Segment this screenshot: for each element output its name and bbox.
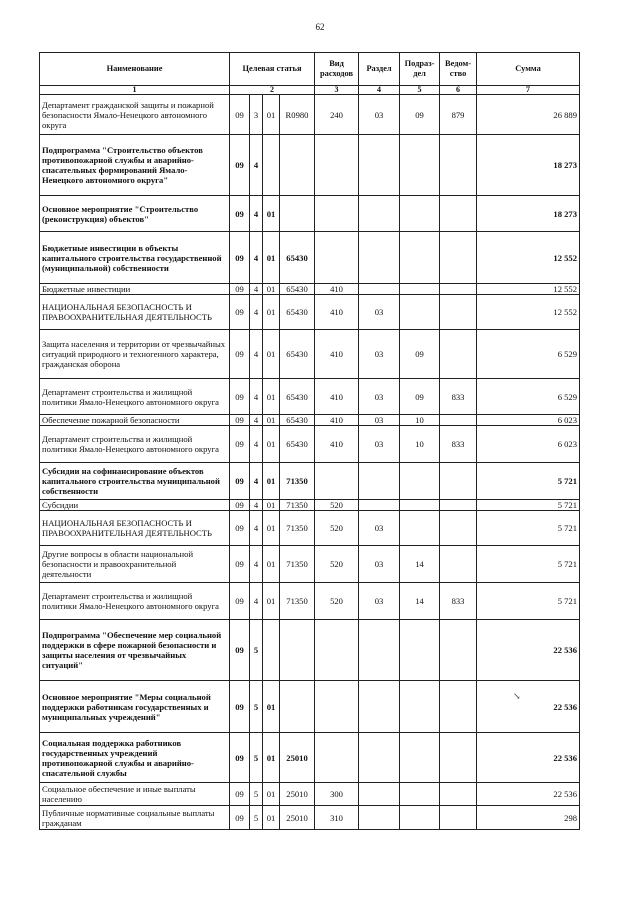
cell-direction: 65430 [280, 330, 315, 379]
cell-amount: 22 536 [477, 733, 580, 783]
cell-amount: 26 889 [477, 95, 580, 135]
cell-section [359, 500, 400, 511]
cell-amount: 22 536 [477, 681, 580, 733]
cell-section: 03 [359, 546, 400, 583]
cell-subsection: 14 [400, 546, 440, 583]
cell-activity: 01 [263, 415, 280, 426]
cell-expense-type: 410 [315, 330, 359, 379]
stray-mark: ↘ [513, 691, 521, 701]
cell-name: Обеспечение пожарной безопасности [40, 415, 230, 426]
cell-direction: 65430 [280, 415, 315, 426]
cell-activity: 01 [263, 95, 280, 135]
cell-direction: 25010 [280, 806, 315, 830]
cell-subsection [400, 620, 440, 681]
column-number-row [40, 86, 580, 95]
cell-subsection: 10 [400, 415, 440, 426]
cell-name: Департамент строительства и жилищной политики Ямало-Ненецкого автономного округа [40, 379, 230, 415]
cell-program: 09 [230, 330, 250, 379]
cell-subprogram: 4 [250, 135, 263, 196]
cell-amount: 298 [477, 806, 580, 830]
cell-expense-type: 410 [315, 295, 359, 330]
cell-subprogram: 3 [250, 95, 263, 135]
cell-direction: 71350 [280, 583, 315, 620]
cell-expense-type [315, 463, 359, 500]
cell-program: 09 [230, 783, 250, 806]
cell-activity: 01 [263, 733, 280, 783]
cell-section [359, 783, 400, 806]
cell-subsection [400, 295, 440, 330]
cell-expense-type: 240 [315, 95, 359, 135]
column-number: 2 [230, 86, 315, 95]
cell-department [440, 733, 477, 783]
cell-section [359, 284, 400, 295]
table-row [40, 426, 580, 463]
table-row [40, 135, 580, 196]
cell-subprogram: 4 [250, 284, 263, 295]
cell-direction: 65430 [280, 426, 315, 463]
cell-department: 833 [440, 426, 477, 463]
cell-name: Защита населения и территории от чрезвычайных ситуаций природного и техногенного характера, гражданская оборона [40, 330, 230, 379]
cell-name: Другие вопросы в области национальной безопасности и правоохранительной деятельности [40, 546, 230, 583]
table-row [40, 681, 580, 733]
header-section: Раздел [359, 53, 400, 86]
cell-subsection [400, 783, 440, 806]
cell-subprogram: 4 [250, 583, 263, 620]
cell-program: 09 [230, 379, 250, 415]
cell-expense-type: 300 [315, 783, 359, 806]
cell-name: Публичные нормативные социальные выплаты гражданам [40, 806, 230, 830]
cell-subsection [400, 232, 440, 284]
cell-subprogram: 5 [250, 783, 263, 806]
cell-activity: 01 [263, 284, 280, 295]
cell-subprogram: 5 [250, 733, 263, 783]
table-row [40, 232, 580, 284]
cell-activity [263, 135, 280, 196]
cell-activity: 01 [263, 500, 280, 511]
cell-name: Субсидии [40, 500, 230, 511]
cell-amount: 6 023 [477, 426, 580, 463]
cell-name: Социальная поддержка работников государственных учреждений противопожарной службы и аварийно-спасательной службы [40, 733, 230, 783]
column-number: 4 [359, 86, 400, 95]
cell-section [359, 135, 400, 196]
cell-activity: 01 [263, 583, 280, 620]
cell-subsection: 09 [400, 379, 440, 415]
cell-subsection: 14 [400, 583, 440, 620]
cell-amount: 5 721 [477, 583, 580, 620]
header-department: Ведом-ство [440, 53, 477, 86]
cell-expense-type [315, 681, 359, 733]
cell-direction [280, 681, 315, 733]
cell-expense-type: 520 [315, 583, 359, 620]
cell-section [359, 232, 400, 284]
cell-department [440, 330, 477, 379]
cell-direction: 71350 [280, 511, 315, 546]
cell-amount: 6 023 [477, 415, 580, 426]
cell-section: 03 [359, 95, 400, 135]
cell-program: 09 [230, 196, 250, 232]
cell-activity [263, 620, 280, 681]
cell-name: Бюджетные инвестиции в объекты капитального строительства государственной (муниципальной) собственности [40, 232, 230, 284]
cell-program: 09 [230, 426, 250, 463]
header-amount: Сумма [477, 53, 580, 86]
column-number: 6 [440, 86, 477, 95]
cell-department: 879 [440, 95, 477, 135]
cell-program: 09 [230, 463, 250, 500]
cell-subprogram: 4 [250, 426, 263, 463]
cell-expense-type: 410 [315, 415, 359, 426]
cell-activity: 01 [263, 806, 280, 830]
cell-activity: 01 [263, 330, 280, 379]
cell-direction [280, 620, 315, 681]
cell-expense-type: 410 [315, 379, 359, 415]
column-number: 5 [400, 86, 440, 95]
cell-amount: 5 721 [477, 500, 580, 511]
cell-department [440, 511, 477, 546]
table-row [40, 783, 580, 806]
cell-section: 03 [359, 415, 400, 426]
cell-section [359, 733, 400, 783]
cell-program: 09 [230, 284, 250, 295]
cell-section [359, 196, 400, 232]
cell-program: 09 [230, 806, 250, 830]
cell-amount: 5 721 [477, 546, 580, 583]
column-number: 1 [40, 86, 230, 95]
cell-program: 09 [230, 232, 250, 284]
cell-expense-type [315, 620, 359, 681]
cell-department: 833 [440, 583, 477, 620]
table-row [40, 500, 580, 511]
cell-department [440, 806, 477, 830]
cell-section: 03 [359, 295, 400, 330]
cell-subprogram: 4 [250, 379, 263, 415]
cell-subsection [400, 284, 440, 295]
cell-subprogram: 4 [250, 330, 263, 379]
header-row [40, 53, 580, 86]
cell-section: 03 [359, 426, 400, 463]
cell-expense-type: 310 [315, 806, 359, 830]
cell-direction: 65430 [280, 284, 315, 295]
page-number: 62 [315, 22, 325, 32]
cell-direction: 71350 [280, 546, 315, 583]
cell-subprogram: 5 [250, 681, 263, 733]
cell-activity: 01 [263, 232, 280, 284]
cell-department [440, 232, 477, 284]
cell-section: 03 [359, 583, 400, 620]
column-number: 3 [315, 86, 359, 95]
cell-name: Бюджетные инвестиции [40, 284, 230, 295]
cell-subprogram: 5 [250, 620, 263, 681]
header-name: Наименование [40, 53, 230, 86]
cell-department [440, 783, 477, 806]
table-row [40, 295, 580, 330]
table-row [40, 330, 580, 379]
cell-program: 09 [230, 620, 250, 681]
cell-subprogram: 4 [250, 546, 263, 583]
cell-department [440, 500, 477, 511]
cell-subprogram: 4 [250, 511, 263, 546]
cell-direction: 71350 [280, 500, 315, 511]
cell-section [359, 620, 400, 681]
cell-name: Основное мероприятие "Строительство (реконструкция) объектов" [40, 196, 230, 232]
table-row [40, 379, 580, 415]
cell-program: 09 [230, 415, 250, 426]
cell-subprogram: 4 [250, 463, 263, 500]
table-row [40, 806, 580, 830]
cell-activity: 01 [263, 681, 280, 733]
cell-expense-type: 520 [315, 500, 359, 511]
cell-subsection [400, 196, 440, 232]
cell-expense-type [315, 733, 359, 783]
cell-section: 03 [359, 511, 400, 546]
cell-amount: 6 529 [477, 379, 580, 415]
cell-department [440, 463, 477, 500]
cell-expense-type: 520 [315, 546, 359, 583]
cell-name: Департамент гражданской защиты и пожарной безопасности Ямало-Ненецкого автономного округа [40, 95, 230, 135]
cell-activity: 01 [263, 379, 280, 415]
cell-amount: 22 536 [477, 620, 580, 681]
cell-direction: 65430 [280, 379, 315, 415]
cell-department [440, 546, 477, 583]
cell-expense-type [315, 135, 359, 196]
cell-department [440, 196, 477, 232]
table-row [40, 463, 580, 500]
cell-activity: 01 [263, 511, 280, 546]
cell-department [440, 295, 477, 330]
cell-activity: 01 [263, 426, 280, 463]
cell-expense-type: 410 [315, 284, 359, 295]
table-row [40, 511, 580, 546]
cell-name: Основное мероприятие "Меры социальной поддержки работникам государственных и муниципальных учреждений" [40, 681, 230, 733]
cell-subprogram: 5 [250, 806, 263, 830]
table-row [40, 196, 580, 232]
cell-program: 09 [230, 733, 250, 783]
cell-expense-type: 410 [315, 426, 359, 463]
table-body [40, 95, 580, 830]
cell-amount: 22 536 [477, 783, 580, 806]
cell-section [359, 681, 400, 733]
cell-department: 833 [440, 379, 477, 415]
cell-expense-type [315, 232, 359, 284]
cell-direction [280, 135, 315, 196]
header-target: Целевая статья [230, 53, 315, 86]
cell-activity: 01 [263, 295, 280, 330]
table-row [40, 733, 580, 783]
cell-subprogram: 4 [250, 415, 263, 426]
cell-direction: 25010 [280, 783, 315, 806]
cell-direction: 25010 [280, 733, 315, 783]
cell-section [359, 463, 400, 500]
cell-activity: 01 [263, 783, 280, 806]
cell-name: Субсидии на софинансирование объектов капитального строительства муниципальной собственности [40, 463, 230, 500]
budget-table [39, 52, 580, 830]
table-row [40, 284, 580, 295]
cell-program: 09 [230, 95, 250, 135]
cell-amount: 18 273 [477, 196, 580, 232]
cell-section [359, 806, 400, 830]
cell-activity: 01 [263, 463, 280, 500]
cell-department [440, 415, 477, 426]
cell-program: 09 [230, 583, 250, 620]
cell-name: Подпрограмма "Строительство объектов противопожарной службы и аварийно-спасательных формирований Ямало-Ненецкого автономного округа" [40, 135, 230, 196]
cell-amount: 6 529 [477, 330, 580, 379]
cell-subsection [400, 511, 440, 546]
cell-subsection [400, 806, 440, 830]
table-row [40, 95, 580, 135]
cell-program: 09 [230, 295, 250, 330]
cell-name: НАЦИОНАЛЬНАЯ БЕЗОПАСНОСТЬ И ПРАВООХРАНИТЕЛЬНАЯ ДЕЯТЕЛЬНОСТЬ [40, 511, 230, 546]
cell-program: 09 [230, 500, 250, 511]
cell-department [440, 135, 477, 196]
cell-subsection: 10 [400, 426, 440, 463]
cell-amount: 12 552 [477, 232, 580, 284]
cell-subsection: 09 [400, 330, 440, 379]
table-row [40, 546, 580, 583]
cell-subprogram: 4 [250, 232, 263, 284]
cell-subprogram: 4 [250, 500, 263, 511]
cell-amount: 12 552 [477, 295, 580, 330]
cell-program: 09 [230, 135, 250, 196]
cell-subsection [400, 681, 440, 733]
header-expense-type: Вид расходов [315, 53, 359, 86]
cell-name: Департамент строительства и жилищной политики Ямало-Ненецкого автономного округа [40, 583, 230, 620]
cell-program: 09 [230, 681, 250, 733]
cell-subsection [400, 500, 440, 511]
cell-program: 09 [230, 511, 250, 546]
cell-name: Социальное обеспечение и иные выплаты населению [40, 783, 230, 806]
cell-activity: 01 [263, 196, 280, 232]
cell-department [440, 620, 477, 681]
cell-direction: R0980 [280, 95, 315, 135]
cell-amount: 18 273 [477, 135, 580, 196]
cell-subsection: 09 [400, 95, 440, 135]
cell-section: 03 [359, 330, 400, 379]
cell-direction: 65430 [280, 232, 315, 284]
cell-name: НАЦИОНАЛЬНАЯ БЕЗОПАСНОСТЬ И ПРАВООХРАНИТЕЛЬНАЯ ДЕЯТЕЛЬНОСТЬ [40, 295, 230, 330]
cell-section: 03 [359, 379, 400, 415]
cell-amount: 5 721 [477, 511, 580, 546]
cell-expense-type: 520 [315, 511, 359, 546]
cell-department [440, 284, 477, 295]
cell-subprogram: 4 [250, 196, 263, 232]
cell-name: Подпрограмма "Обеспечение мер социальной поддержки в сфере пожарной безопасности и защиты населения от чрезвычайных ситуаций" [40, 620, 230, 681]
cell-subsection [400, 733, 440, 783]
table-row [40, 415, 580, 426]
cell-department [440, 681, 477, 733]
cell-name: Департамент строительства и жилищной политики Ямало-Ненецкого автономного округа [40, 426, 230, 463]
cell-subprogram: 4 [250, 295, 263, 330]
column-number: 7 [477, 86, 580, 95]
cell-direction: 65430 [280, 295, 315, 330]
table-row [40, 583, 580, 620]
cell-amount: 12 552 [477, 284, 580, 295]
header-subsection: Подраз-дел [400, 53, 440, 86]
cell-expense-type [315, 196, 359, 232]
cell-activity: 01 [263, 546, 280, 583]
cell-subsection [400, 135, 440, 196]
cell-amount: 5 721 [477, 463, 580, 500]
cell-direction: 71350 [280, 463, 315, 500]
cell-direction [280, 196, 315, 232]
cell-subsection [400, 463, 440, 500]
table-row [40, 620, 580, 681]
cell-program: 09 [230, 546, 250, 583]
